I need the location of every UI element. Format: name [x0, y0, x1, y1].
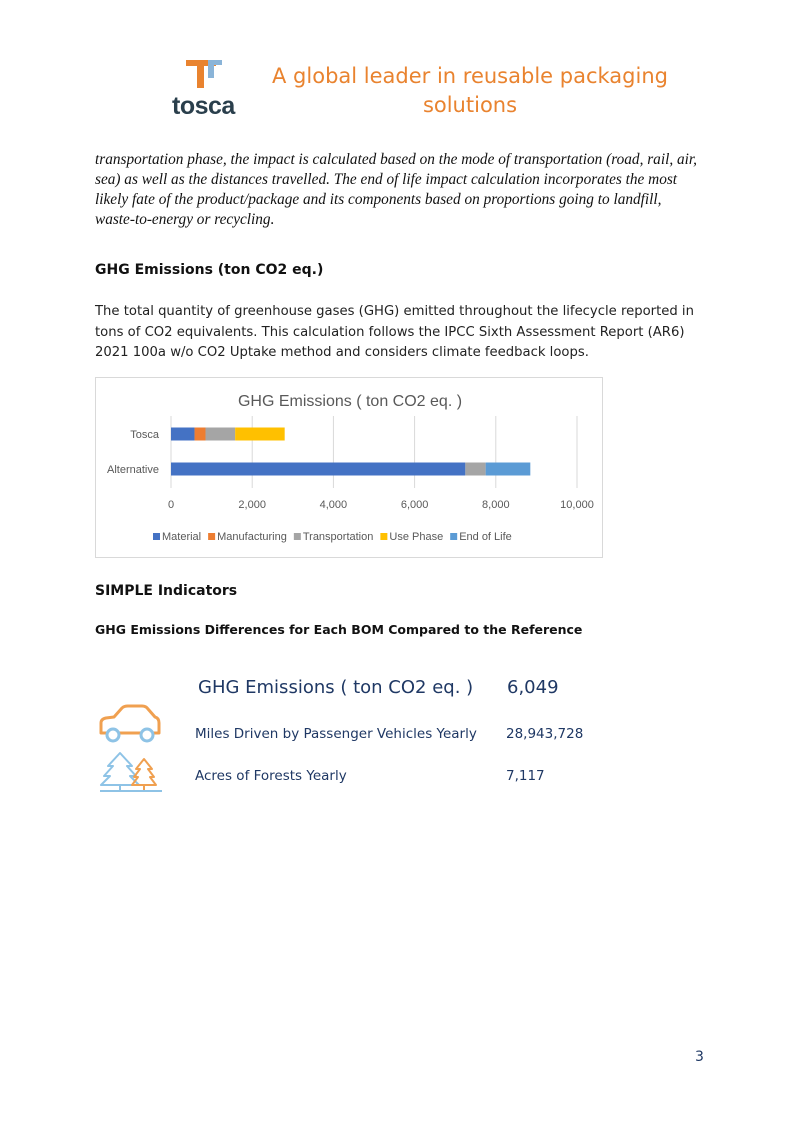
- chart-bar-manufacturing: [195, 428, 206, 441]
- tagline-line-1: A global leader in reusable packaging: [272, 64, 668, 88]
- ghg-chart-svg: [96, 378, 604, 559]
- chart-bar-transportation: [465, 463, 485, 476]
- chart-category-label: Alternative: [107, 464, 159, 476]
- chart-legend-label: Manufacturing: [217, 531, 287, 543]
- indicator-title: GHG Emissions ( ton CO2 eq. ): [198, 677, 474, 698]
- intro-paragraph: transportation phase, the impact is calculated based on the mode of transportation (road, rail, air, sea) as well as the distances travelled. The end of life impact calculation incorporates the most likely fate of the product/package and its components based on proportions going to landfill, waste-to-energy or recycling.: [95, 151, 697, 228]
- chart-legend-label: Transportation: [302, 531, 374, 543]
- chart-category-label: Tosca: [130, 429, 159, 441]
- car-icon: [98, 703, 162, 745]
- page-header: [0, 0, 800, 130]
- indicator-value-forests: 7,117: [506, 768, 545, 784]
- indicator-label-miles: Miles Driven by Passenger Vehicles Yearly: [195, 726, 477, 742]
- chart-xtick-label: 4,000: [319, 499, 348, 511]
- chart-xtick-label: 10,000: [560, 499, 594, 511]
- chart-xtick-label: 0: [167, 499, 175, 511]
- chart-legend-swatch: [450, 533, 457, 540]
- indicator-label-forests: Acres of Forests Yearly: [195, 768, 347, 784]
- chart-legend-label: End of Life: [459, 531, 512, 543]
- chart-legend-swatch: [208, 533, 215, 540]
- chart-legend-label: Material: [162, 531, 202, 543]
- tree-icon: [98, 749, 164, 793]
- chart-xtick-label: 6,000: [400, 499, 429, 511]
- chart-legend-swatch: [153, 533, 160, 540]
- header-tagline: [262, 62, 678, 120]
- chart-bar-end-of-life: [486, 463, 531, 476]
- indicator-total: 6,049: [507, 677, 559, 698]
- simple-heading: SIMPLE Indicators: [95, 583, 238, 599]
- ghg-chart: [95, 377, 603, 558]
- chart-bar-transportation: [206, 428, 236, 441]
- ghg-paragraph: The total quantity of greenhouse gases (GHG) emitted throughout the lifecycle reported in tons of CO2 equivalents. This calculation follows the IPCC Sixth Assessment Report (AR6) 2021 100a w/o CO2 Uptake method and considers climate feedback loops.: [95, 304, 694, 360]
- indicator-value-miles: 28,943,728: [506, 726, 584, 742]
- chart-title: GHG Emissions ( ton CO2 eq. ): [237, 393, 463, 410]
- chart-legend-swatch: [380, 533, 387, 540]
- chart-legend-label: Use Phase: [389, 531, 444, 543]
- chart-bar-use-phase: [235, 428, 285, 441]
- chart-legend-swatch: [294, 533, 301, 540]
- chart-xtick-label: 8,000: [482, 499, 510, 511]
- chart-bar-material: [171, 463, 465, 476]
- logo-wordmark: tosca: [172, 92, 235, 120]
- chart-xtick-label: 2,000: [238, 499, 266, 511]
- chart-bar-material: [171, 428, 195, 441]
- page-number: 3: [695, 1049, 704, 1065]
- simple-subheading: GHG Emissions Differences for Each BOM Compared to the Reference: [95, 622, 583, 637]
- ghg-heading: GHG Emissions (ton CO2 eq.): [95, 262, 324, 278]
- tagline-line-2: solutions: [422, 93, 518, 117]
